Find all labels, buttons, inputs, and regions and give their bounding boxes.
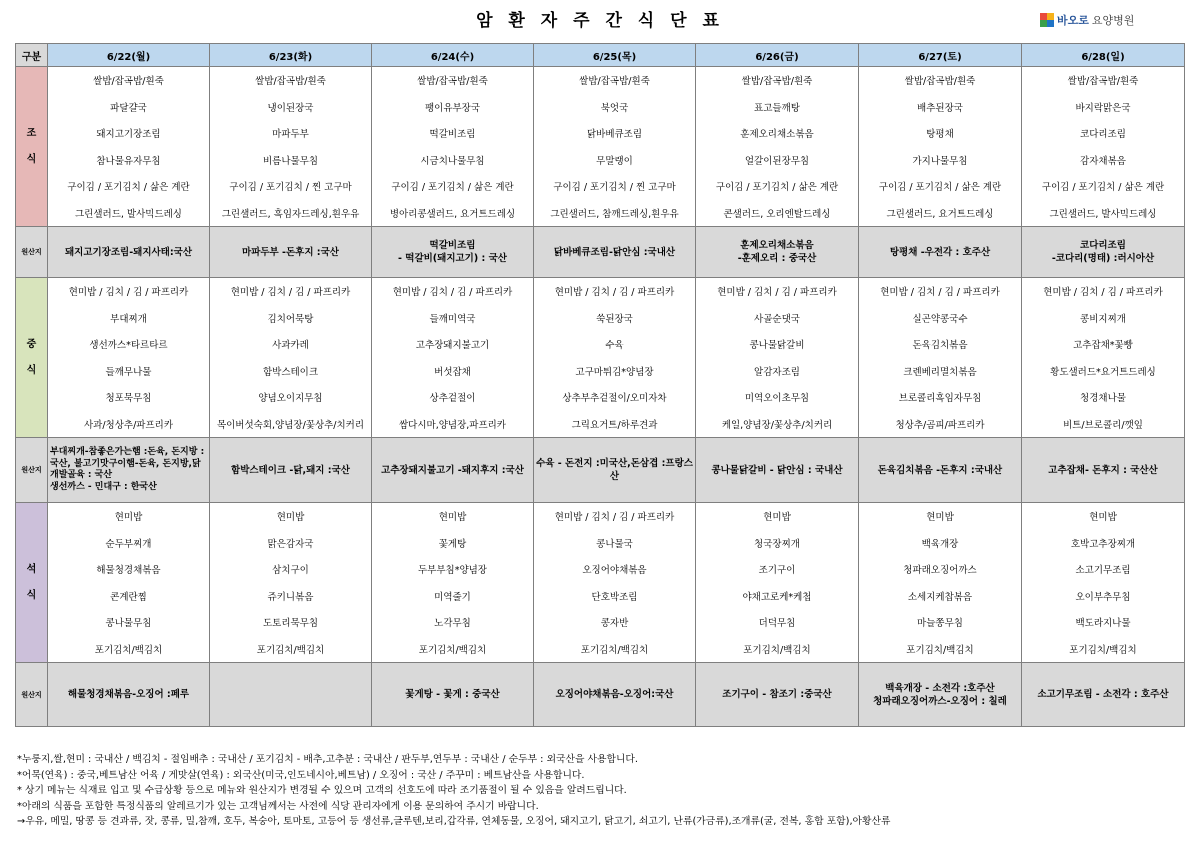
day-header: 6/25(목) bbox=[534, 44, 696, 67]
lunch-origin-row bbox=[16, 438, 1185, 503]
menu-item: 그린샐러드, 발사믹드레싱 bbox=[48, 200, 210, 227]
menu-item: 소고기무조림 bbox=[1022, 556, 1185, 583]
menu-item: 포기김치/백김치 bbox=[372, 636, 534, 663]
dinner-label-line2: 식 bbox=[26, 589, 37, 601]
menu-item: 사과카레 bbox=[210, 331, 372, 358]
menu-item: 배추된장국 bbox=[859, 94, 1022, 121]
origin-label: 원산지 bbox=[16, 438, 48, 503]
origin-info: 함박스테이크 -닭,돼지 :국산 bbox=[210, 438, 372, 503]
menu-item: 청국장찌개 bbox=[696, 530, 859, 557]
menu-item: 비트/브로콜리/깻잎 bbox=[1022, 411, 1185, 438]
menu-item: 버섯잡채 bbox=[372, 358, 534, 385]
breakfast-menu-row bbox=[16, 200, 1185, 227]
dinner-label-line1: 석 bbox=[26, 563, 37, 575]
menu-item: 호박고추장찌개 bbox=[1022, 530, 1185, 557]
menu-item: 탕평채 bbox=[859, 120, 1022, 147]
note-line: *어묵(연육) : 중국,베트남산 어육 / 게맛살(연육) : 외국산(미국,인도네시아,베트남) / 오징어 : 국산 / 주꾸미 : 베트남산을 사용합니다. bbox=[17, 769, 585, 781]
menu-item: 케일,양념장/꽃상추/치커리 bbox=[696, 411, 859, 438]
day-header: 6/24(수) bbox=[372, 44, 534, 67]
menu-item: 그릭요거트/하루견과 bbox=[534, 411, 696, 438]
day-header: 6/27(토) bbox=[859, 44, 1022, 67]
menu-item: 부대찌개 bbox=[48, 305, 210, 332]
menu-item: 미역오이초무침 bbox=[696, 384, 859, 411]
menu-item: 백육개장 bbox=[859, 530, 1022, 557]
menu-item: 미역줄기 bbox=[372, 583, 534, 610]
menu-item: 쌀밥/잡곡밥/흰죽 bbox=[372, 67, 534, 94]
menu-item: 상추겉절이 bbox=[372, 384, 534, 411]
menu-item: 현미밥 / 김치 / 김 / 파프리카 bbox=[210, 278, 372, 305]
menu-item: 상추부추겉절이/오미자차 bbox=[534, 384, 696, 411]
menu-item: 현미밥 / 김치 / 김 / 파프리카 bbox=[859, 278, 1022, 305]
origin-info: 해물청경채볶음-오징어 :페루 bbox=[48, 663, 210, 727]
menu-item: 쌀밥/잡곡밥/흰죽 bbox=[48, 67, 210, 94]
menu-item: 마늘쫑무침 bbox=[859, 609, 1022, 636]
menu-item: 쌀밥/잡곡밥/흰죽 bbox=[534, 67, 696, 94]
menu-item: 사골순댓국 bbox=[696, 305, 859, 332]
origin-info: 오징어야채볶음-오징어:국산 bbox=[534, 663, 696, 727]
menu-item: 그린샐러드, 흑임자드레싱,흰우유 bbox=[210, 200, 372, 227]
menu-item: 고추장돼지불고기 bbox=[372, 331, 534, 358]
origin-info: 마파두부 -돈후지 :국산 bbox=[210, 227, 372, 278]
day-header: 6/22(월) bbox=[48, 44, 210, 67]
dinner-origin-row bbox=[16, 663, 1185, 727]
menu-item: 청파래오징어까스 bbox=[859, 556, 1022, 583]
menu-item: 포기김치/백김치 bbox=[696, 636, 859, 663]
menu-item: 쌀밥/잡곡밥/흰죽 bbox=[696, 67, 859, 94]
menu-item: 구이김 / 포기김치 / 삶은 계란 bbox=[859, 173, 1022, 200]
dinner-menu-row bbox=[16, 609, 1185, 636]
day-header: 6/23(화) bbox=[210, 44, 372, 67]
menu-item: 구이김 / 포기김치 / 찐 고구마 bbox=[210, 173, 372, 200]
lunch-menu-row bbox=[16, 331, 1185, 358]
day-header: 6/28(일) bbox=[1022, 44, 1185, 67]
menu-item: 순두부찌개 bbox=[48, 530, 210, 557]
menu-item: 쥬키니볶음 bbox=[210, 583, 372, 610]
menu-item: 오징어야채볶음 bbox=[534, 556, 696, 583]
menu-item: 청상추/곰피/파프리카 bbox=[859, 411, 1022, 438]
menu-item: 고추잡채*꽃빵 bbox=[1022, 331, 1185, 358]
menu-item: 돼지고기장조림 bbox=[48, 120, 210, 147]
weekly-menu-table bbox=[15, 43, 1185, 727]
menu-item: 포기김치/백김치 bbox=[48, 636, 210, 663]
origin-info: 조기구이 - 참조기 :중국산 bbox=[696, 663, 859, 727]
menu-item: 바지락맑은국 bbox=[1022, 94, 1185, 121]
menu-item: 맑은감자국 bbox=[210, 530, 372, 557]
lunch-label-line2: 식 bbox=[26, 364, 37, 376]
menu-item: 실곤약콩국수 bbox=[859, 305, 1022, 332]
menu-item: 파달걀국 bbox=[48, 94, 210, 121]
menu-item: 소세지케찹볶음 bbox=[859, 583, 1022, 610]
origin-info: 백육개장 - 소전각 :호주산 청파래오징어까스-오징어 : 칠레 bbox=[859, 663, 1022, 727]
dinner-menu-row bbox=[16, 530, 1185, 557]
menu-item: 함박스테이크 bbox=[210, 358, 372, 385]
menu-item: 청경채나물 bbox=[1022, 384, 1185, 411]
breakfast-label bbox=[16, 67, 48, 227]
menu-item: 구이김 / 포기김치 / 삶은 계란 bbox=[1022, 173, 1185, 200]
breakfast-label-line2: 식 bbox=[26, 153, 37, 165]
menu-item: 야채고로케*케첩 bbox=[696, 583, 859, 610]
origin-info: 코다리조림 -코다리(명태) :러시아산 bbox=[1022, 227, 1185, 278]
menu-item: 떡갈비조림 bbox=[372, 120, 534, 147]
origin-info: 떡갈비조림 - 떡갈비(돼지고기) : 국산 bbox=[372, 227, 534, 278]
menu-item: 현미밥 / 김치 / 김 / 파프리카 bbox=[534, 503, 696, 530]
origin-info: 부대찌개-참좋은가는햄 :돈육, 돈지방 :국산, 불고기맛구이햄-돈육, 돈지방,닭개발골육 : 국산 생선까스 - 민대구 : 한국산 bbox=[48, 438, 210, 503]
menu-item: 참나물유자무침 bbox=[48, 147, 210, 174]
logo-brand: 바오로 bbox=[1057, 14, 1089, 27]
menu-item: 청포묵무침 bbox=[48, 384, 210, 411]
menu-item: 현미밥 bbox=[859, 503, 1022, 530]
dinner-label bbox=[16, 503, 48, 663]
menu-item: 목이버섯숙회,양념장/꽃상추/치커리 bbox=[210, 411, 372, 438]
lunch-menu-row bbox=[16, 278, 1185, 305]
menu-item: 현미밥 / 김치 / 김 / 파프리카 bbox=[534, 278, 696, 305]
menu-item: 비름나물무침 bbox=[210, 147, 372, 174]
menu-item: 사과/청상추/파프리카 bbox=[48, 411, 210, 438]
menu-item: 단호박조림 bbox=[534, 583, 696, 610]
menu-item: 코다리조림 bbox=[1022, 120, 1185, 147]
menu-item: 수육 bbox=[534, 331, 696, 358]
menu-item: 구이김 / 포기김치 / 찐 고구마 bbox=[534, 173, 696, 200]
menu-item: 콩나물무침 bbox=[48, 609, 210, 636]
origin-info: 고추잡채- 돈후지 : 국산산 bbox=[1022, 438, 1185, 503]
menu-item: 구이김 / 포기김치 / 삶은 계란 bbox=[696, 173, 859, 200]
menu-item: 현미밥 / 김치 / 김 / 파프리카 bbox=[696, 278, 859, 305]
origin-info: 꽃게탕 - 꽃게 : 중국산 bbox=[372, 663, 534, 727]
lunch-menu-row bbox=[16, 384, 1185, 411]
note-line: *누룽지,쌀,현미 : 국내산 / 백김치 - 절임배추 : 국내산 / 포기김치 - 배추,고추분 : 국내산 / 판두부,연두부 : 국내산 / 순두부 : 외국산을 사용합니다. bbox=[17, 754, 638, 765]
breakfast-menu-row bbox=[16, 67, 1185, 94]
menu-item: 포기김치/백김치 bbox=[859, 636, 1022, 663]
origin-label: 원산지 bbox=[16, 227, 48, 278]
header-row bbox=[16, 44, 1185, 67]
lunch-menu-row bbox=[16, 305, 1185, 332]
menu-item: 구이김 / 포기김치 / 삶은 계란 bbox=[372, 173, 534, 200]
lunch-menu-row bbox=[16, 358, 1185, 385]
menu-item: 그린샐러드, 참깨드레싱,흰우유 bbox=[534, 200, 696, 227]
day-header: 6/26(금) bbox=[696, 44, 859, 67]
menu-item: 훈제오리채소볶음 bbox=[696, 120, 859, 147]
menu-item: 조기구이 bbox=[696, 556, 859, 583]
menu-item: 김치어묵탕 bbox=[210, 305, 372, 332]
menu-item: 브로콜리흑임자무침 bbox=[859, 384, 1022, 411]
breakfast-origin-row bbox=[16, 227, 1185, 278]
menu-item: 콘샐러드, 오리엔탈드레싱 bbox=[696, 200, 859, 227]
menu-item: 오이부추무침 bbox=[1022, 583, 1185, 610]
menu-item: 포기김치/백김치 bbox=[1022, 636, 1185, 663]
menu-item: 쌀밥/잡곡밥/흰죽 bbox=[859, 67, 1022, 94]
lunch-label bbox=[16, 278, 48, 438]
menu-item: 두부부침*양념장 bbox=[372, 556, 534, 583]
menu-item: 알감자조림 bbox=[696, 358, 859, 385]
menu-item: 표고들깨탕 bbox=[696, 94, 859, 121]
origin-label: 원산지 bbox=[16, 663, 48, 727]
menu-item: 얼갈이된장무침 bbox=[696, 147, 859, 174]
breakfast-label-line1: 조 bbox=[26, 127, 37, 139]
menu-item: 포기김치/백김치 bbox=[210, 636, 372, 663]
menu-item: 가지나물무침 bbox=[859, 147, 1022, 174]
dinner-menu-row bbox=[16, 583, 1185, 610]
menu-item: 현미밥 bbox=[48, 503, 210, 530]
origin-info: 돈육김치볶음 -돈후지 :국내산 bbox=[859, 438, 1022, 503]
menu-item: 콩자반 bbox=[534, 609, 696, 636]
menu-item: 들깨미역국 bbox=[372, 305, 534, 332]
menu-item: 콘계란찜 bbox=[48, 583, 210, 610]
dinner-menu-row bbox=[16, 636, 1185, 663]
menu-item: 삼치구이 bbox=[210, 556, 372, 583]
origin-info: 탕평채 -우전각 : 호주산 bbox=[859, 227, 1022, 278]
breakfast-menu-row bbox=[16, 94, 1185, 121]
dinner-menu-row bbox=[16, 503, 1185, 530]
menu-item: 현미밥 / 김치 / 김 / 파프리카 bbox=[1022, 278, 1185, 305]
menu-item: 양념오이지무침 bbox=[210, 384, 372, 411]
menu-item: 병아리콩샐러드, 요거트드레싱 bbox=[372, 200, 534, 227]
column-label-header: 구분 bbox=[16, 44, 48, 67]
menu-item: 꽃게탕 bbox=[372, 530, 534, 557]
origin-info: 훈제오리채소볶음 -훈제오리 : 중국산 bbox=[696, 227, 859, 278]
menu-item: 도토리묵무침 bbox=[210, 609, 372, 636]
menu-item: 고구마튀김*양념장 bbox=[534, 358, 696, 385]
menu-item: 콩나물국 bbox=[534, 530, 696, 557]
note-line: * 상기 메뉴는 식재료 입고 및 수급상황 등으로 메뉴와 원산지가 변경될 수 있으며 고객의 선호도에 따라 조기품절이 될 수 있음을 알려드립니다. bbox=[17, 785, 627, 797]
origin-info: 고추장돼지불고기 -돼지후지 :국산 bbox=[372, 438, 534, 503]
menu-item: 콩나물닭갈비 bbox=[696, 331, 859, 358]
menu-item: 현미밥 / 김치 / 김 / 파프리카 bbox=[372, 278, 534, 305]
menu-item: 감자채볶음 bbox=[1022, 147, 1185, 174]
menu-item: 포기김치/백김치 bbox=[534, 636, 696, 663]
menu-item: 더덕무침 bbox=[696, 609, 859, 636]
menu-item: 콩비지찌개 bbox=[1022, 305, 1185, 332]
logo-mark-icon bbox=[1040, 13, 1054, 27]
menu-item: 쑥된장국 bbox=[534, 305, 696, 332]
note-line: *아래의 식품을 포함한 특정식품의 알레르기가 있는 고객님께서는 사전에 식당 관리자에게 이용 문의하여 주시기 바랍니다. bbox=[17, 800, 539, 812]
menu-item: 해물청경채볶음 bbox=[48, 556, 210, 583]
menu-item: 백도라지나물 bbox=[1022, 609, 1185, 636]
menu-item: 현미밥 bbox=[210, 503, 372, 530]
origin-info: 소고기무조림 - 소전각 : 호주산 bbox=[1022, 663, 1185, 727]
note-line: →우유, 메밀, 땅콩 등 견과류, 잣, 콩류, 밀,참깨, 호두, 복숭아, 토마토, 고등어 등 생선류,글루텐,보리,갑각류, 연체동물, 오징어, 돼지고기, 닭고기, 쇠고기, 난류(가금류),조개류(굴, 전복, 홍합 포함),아황산류 bbox=[17, 816, 891, 828]
origin-info: 콩나물닭갈비 - 닭안심 : 국내산 bbox=[696, 438, 859, 503]
origin-info: 닭바베큐조림-닭안심 :국내산 bbox=[534, 227, 696, 278]
menu-item: 무말랭이 bbox=[534, 147, 696, 174]
menu-item: 시금치나물무침 bbox=[372, 147, 534, 174]
menu-item: 그린샐러드, 요거트드레싱 bbox=[859, 200, 1022, 227]
menu-item: 현미밥 / 김치 / 김 / 파프리카 bbox=[48, 278, 210, 305]
menu-item: 팽이유부장국 bbox=[372, 94, 534, 121]
origin-info: 수육 - 돈전지 :미국산,돈삼겹 :프랑스산 bbox=[534, 438, 696, 503]
menu-item: 돈육김치볶음 bbox=[859, 331, 1022, 358]
menu-item: 구이김 / 포기김치 / 삶은 계란 bbox=[48, 173, 210, 200]
origin-info bbox=[210, 663, 372, 727]
logo-name: 요양병원 bbox=[1091, 14, 1135, 27]
origin-info: 돼지고기장조림-돼지사태:국산 bbox=[48, 227, 210, 278]
menu-item: 쌀밥/잡곡밥/흰죽 bbox=[210, 67, 372, 94]
menu-item: 쌈다시마,양념장,파프리카 bbox=[372, 411, 534, 438]
menu-item: 들깨무나물 bbox=[48, 358, 210, 385]
menu-item: 북엇국 bbox=[534, 94, 696, 121]
menu-item: 냉이된장국 bbox=[210, 94, 372, 121]
menu-item: 현미밥 bbox=[1022, 503, 1185, 530]
menu-item: 황도샐러드*요거트드레싱 bbox=[1022, 358, 1185, 385]
menu-item: 생선까스*타르타르 bbox=[48, 331, 210, 358]
menu-item: 크렌베리멸치볶음 bbox=[859, 358, 1022, 385]
page-title: 암 환 자 주 간 식 단 표 bbox=[476, 11, 724, 31]
menu-item: 현미밥 bbox=[696, 503, 859, 530]
lunch-label-line1: 중 bbox=[26, 338, 37, 350]
notes-section bbox=[17, 752, 890, 830]
breakfast-menu-row bbox=[16, 147, 1185, 174]
menu-item: 노각무침 bbox=[372, 609, 534, 636]
hospital-logo bbox=[1040, 10, 1134, 30]
dinner-menu-row bbox=[16, 556, 1185, 583]
menu-item: 현미밥 bbox=[372, 503, 534, 530]
breakfast-menu-row bbox=[16, 173, 1185, 200]
menu-item: 쌀밥/잡곡밥/흰죽 bbox=[1022, 67, 1185, 94]
menu-item: 그린샐러드, 발사믹드레싱 bbox=[1022, 200, 1185, 227]
lunch-menu-row bbox=[16, 411, 1185, 438]
menu-item: 마파두부 bbox=[210, 120, 372, 147]
breakfast-menu-row bbox=[16, 120, 1185, 147]
menu-item: 닭바베큐조림 bbox=[534, 120, 696, 147]
